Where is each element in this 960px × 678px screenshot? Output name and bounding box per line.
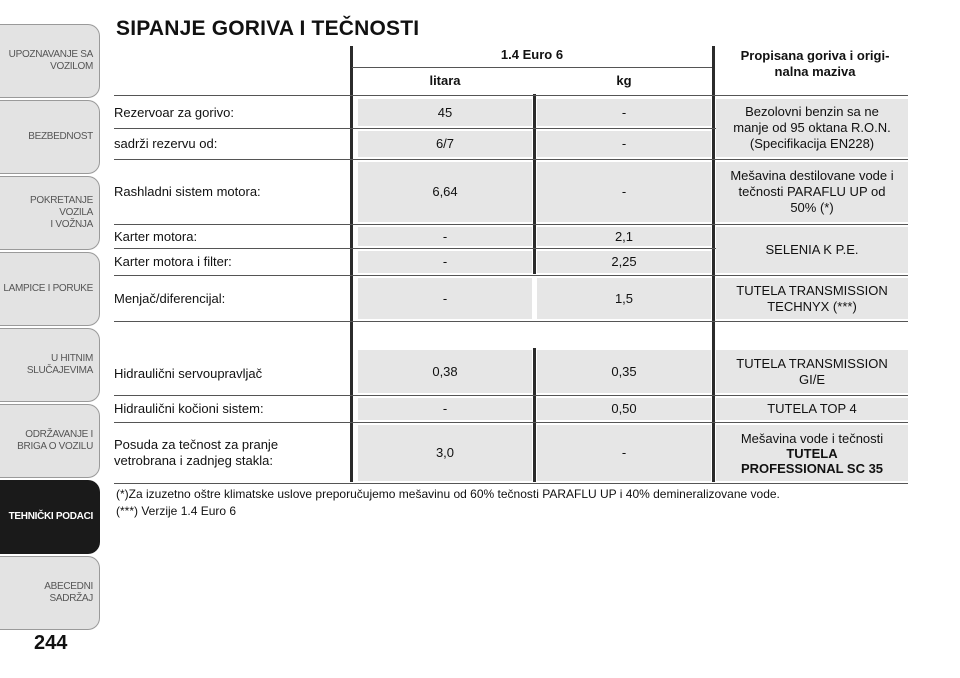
divider-horizontal xyxy=(114,95,908,96)
row-kg: - xyxy=(537,162,711,222)
tab-bezbednost[interactable] xyxy=(0,100,100,174)
page-number: 244 xyxy=(34,632,68,654)
tab-odrzavanje-i-briga[interactable] xyxy=(0,404,100,478)
unit-kg-header: kg xyxy=(616,73,632,88)
tab-abecedni-sadrzaj[interactable] xyxy=(0,556,100,630)
row-liters: - xyxy=(358,278,532,319)
row-liters: - xyxy=(358,251,532,273)
tab-tehnicki-podaci[interactable] xyxy=(0,480,100,554)
spec-brake: TUTELA TOP 4 xyxy=(716,398,908,420)
tab-label: ABECEDNI SADRŽAJ xyxy=(44,581,93,604)
row-label: Hidraulični servoupravljač xyxy=(114,365,263,381)
divider-horizontal xyxy=(114,395,908,396)
unit-liters-header: litara xyxy=(429,73,461,88)
row-label: Menjač/diferencijal: xyxy=(114,290,226,306)
row-label-text: Posuda za tečnost za pranje vetrobrana i zadnjeg stakla: xyxy=(114,437,279,468)
spec-gearbox xyxy=(716,278,908,319)
row-liters: 0,38 xyxy=(358,350,532,393)
row-label: Karter motora i filter: xyxy=(114,254,232,269)
divider-horizontal xyxy=(114,275,908,276)
row-liters: 6/7 xyxy=(358,131,532,157)
tab-label: U HITNIM SLUČAJEVIMA xyxy=(26,353,93,376)
row-liters: 45 xyxy=(358,99,532,126)
divider-horizontal xyxy=(114,224,908,225)
tab-label: ODRŽAVANJE I BRIGA O VOZILU xyxy=(17,429,93,452)
row-kg: 2,1 xyxy=(537,227,711,246)
row-liters: 6,64 xyxy=(358,162,532,222)
spec-fuel xyxy=(716,99,908,157)
row-kg: - xyxy=(537,131,711,157)
engine-header: 1.4 Euro 6 xyxy=(500,47,564,62)
spec-fuel-text: Bezolovni benzin sa ne manje od 95 oktana R.O.N. (Specifikacija EN228) xyxy=(733,104,891,151)
spec-steering xyxy=(716,350,908,393)
divider-horizontal xyxy=(114,248,716,249)
row-label: Karter motora: xyxy=(114,228,198,244)
row-kg: 0,50 xyxy=(537,398,711,420)
row-kg: 0,35 xyxy=(537,350,711,393)
spec-washer-plain: Mešavina vode i tečnosti xyxy=(740,430,884,446)
tab-label: POKRETANJE VOZILA I VOŽNJA xyxy=(30,195,93,230)
tab-label: UPOZNAVANJE SA VOZILOM xyxy=(8,49,93,72)
spec-coolant-text: Mešavina destilovane vode i tečnosti PARAFLU UP od 50% (*) xyxy=(730,168,894,215)
footnote: (*)Za izuzetno oštre klimatske uslove preporučujemo mešavinu od 60% tečnosti PARAFLU UP i 40% demineralizovane vode. xyxy=(116,487,780,501)
row-label xyxy=(114,427,352,479)
row-liters: 3,0 xyxy=(358,425,532,481)
row-kg: - xyxy=(537,99,711,126)
divider-horizontal xyxy=(352,67,712,68)
spec-coolant xyxy=(716,162,908,222)
tab-label: BEZBEDNOST xyxy=(28,131,93,142)
tab-u-hitnim-slucajevima[interactable] xyxy=(0,328,100,402)
row-label: Rezervoar za gorivo: xyxy=(114,105,234,120)
divider-horizontal xyxy=(114,483,908,484)
row-kg: - xyxy=(537,425,711,481)
divider-horizontal xyxy=(114,321,908,322)
spec-washer-bold: TUTELA PROFESSIONAL SC 35 xyxy=(740,445,884,476)
divider-vertical xyxy=(533,348,536,482)
divider-vertical xyxy=(533,94,536,274)
row-label: Rashladni sistem motora: xyxy=(114,184,261,199)
row-liters: - xyxy=(358,227,532,246)
row-liters: - xyxy=(358,398,532,420)
row-label: Hidraulični kočioni sistem: xyxy=(114,401,264,416)
tab-label: LAMPICE I PORUKE xyxy=(3,283,93,294)
spec-header-text: Propisana goriva i origi- nalna maziva xyxy=(740,48,890,79)
tab-pokretanje-vozila[interactable] xyxy=(0,176,100,250)
spec-gearbox-text: TUTELA TRANSMISSION TECHNYX (***) xyxy=(736,282,888,314)
footnote: (***) Verzije 1.4 Euro 6 xyxy=(116,504,237,518)
spec-header xyxy=(720,48,910,80)
row-kg: 2,25 xyxy=(537,251,711,273)
page-title: SIPANJE GORIVA I TEČNOSTI xyxy=(116,17,420,40)
spec-steering-text: TUTELA TRANSMISSION GI/E xyxy=(736,355,888,387)
divider-horizontal xyxy=(114,422,908,423)
tab-upoznavanje-sa-vozilom[interactable] xyxy=(0,24,100,98)
divider-vertical xyxy=(712,46,715,482)
spec-washer xyxy=(716,425,908,481)
divider-horizontal xyxy=(114,159,908,160)
tab-label: TEHNIČKI PODACI xyxy=(8,511,93,522)
row-label: sadrži rezervu od: xyxy=(114,136,218,151)
row-kg: 1,5 xyxy=(537,278,711,319)
spec-oil: SELENIA K P.E. xyxy=(716,227,908,273)
footnotes xyxy=(116,486,936,520)
divider-horizontal xyxy=(114,128,716,129)
tab-lampice-i-poruke[interactable] xyxy=(0,252,100,326)
